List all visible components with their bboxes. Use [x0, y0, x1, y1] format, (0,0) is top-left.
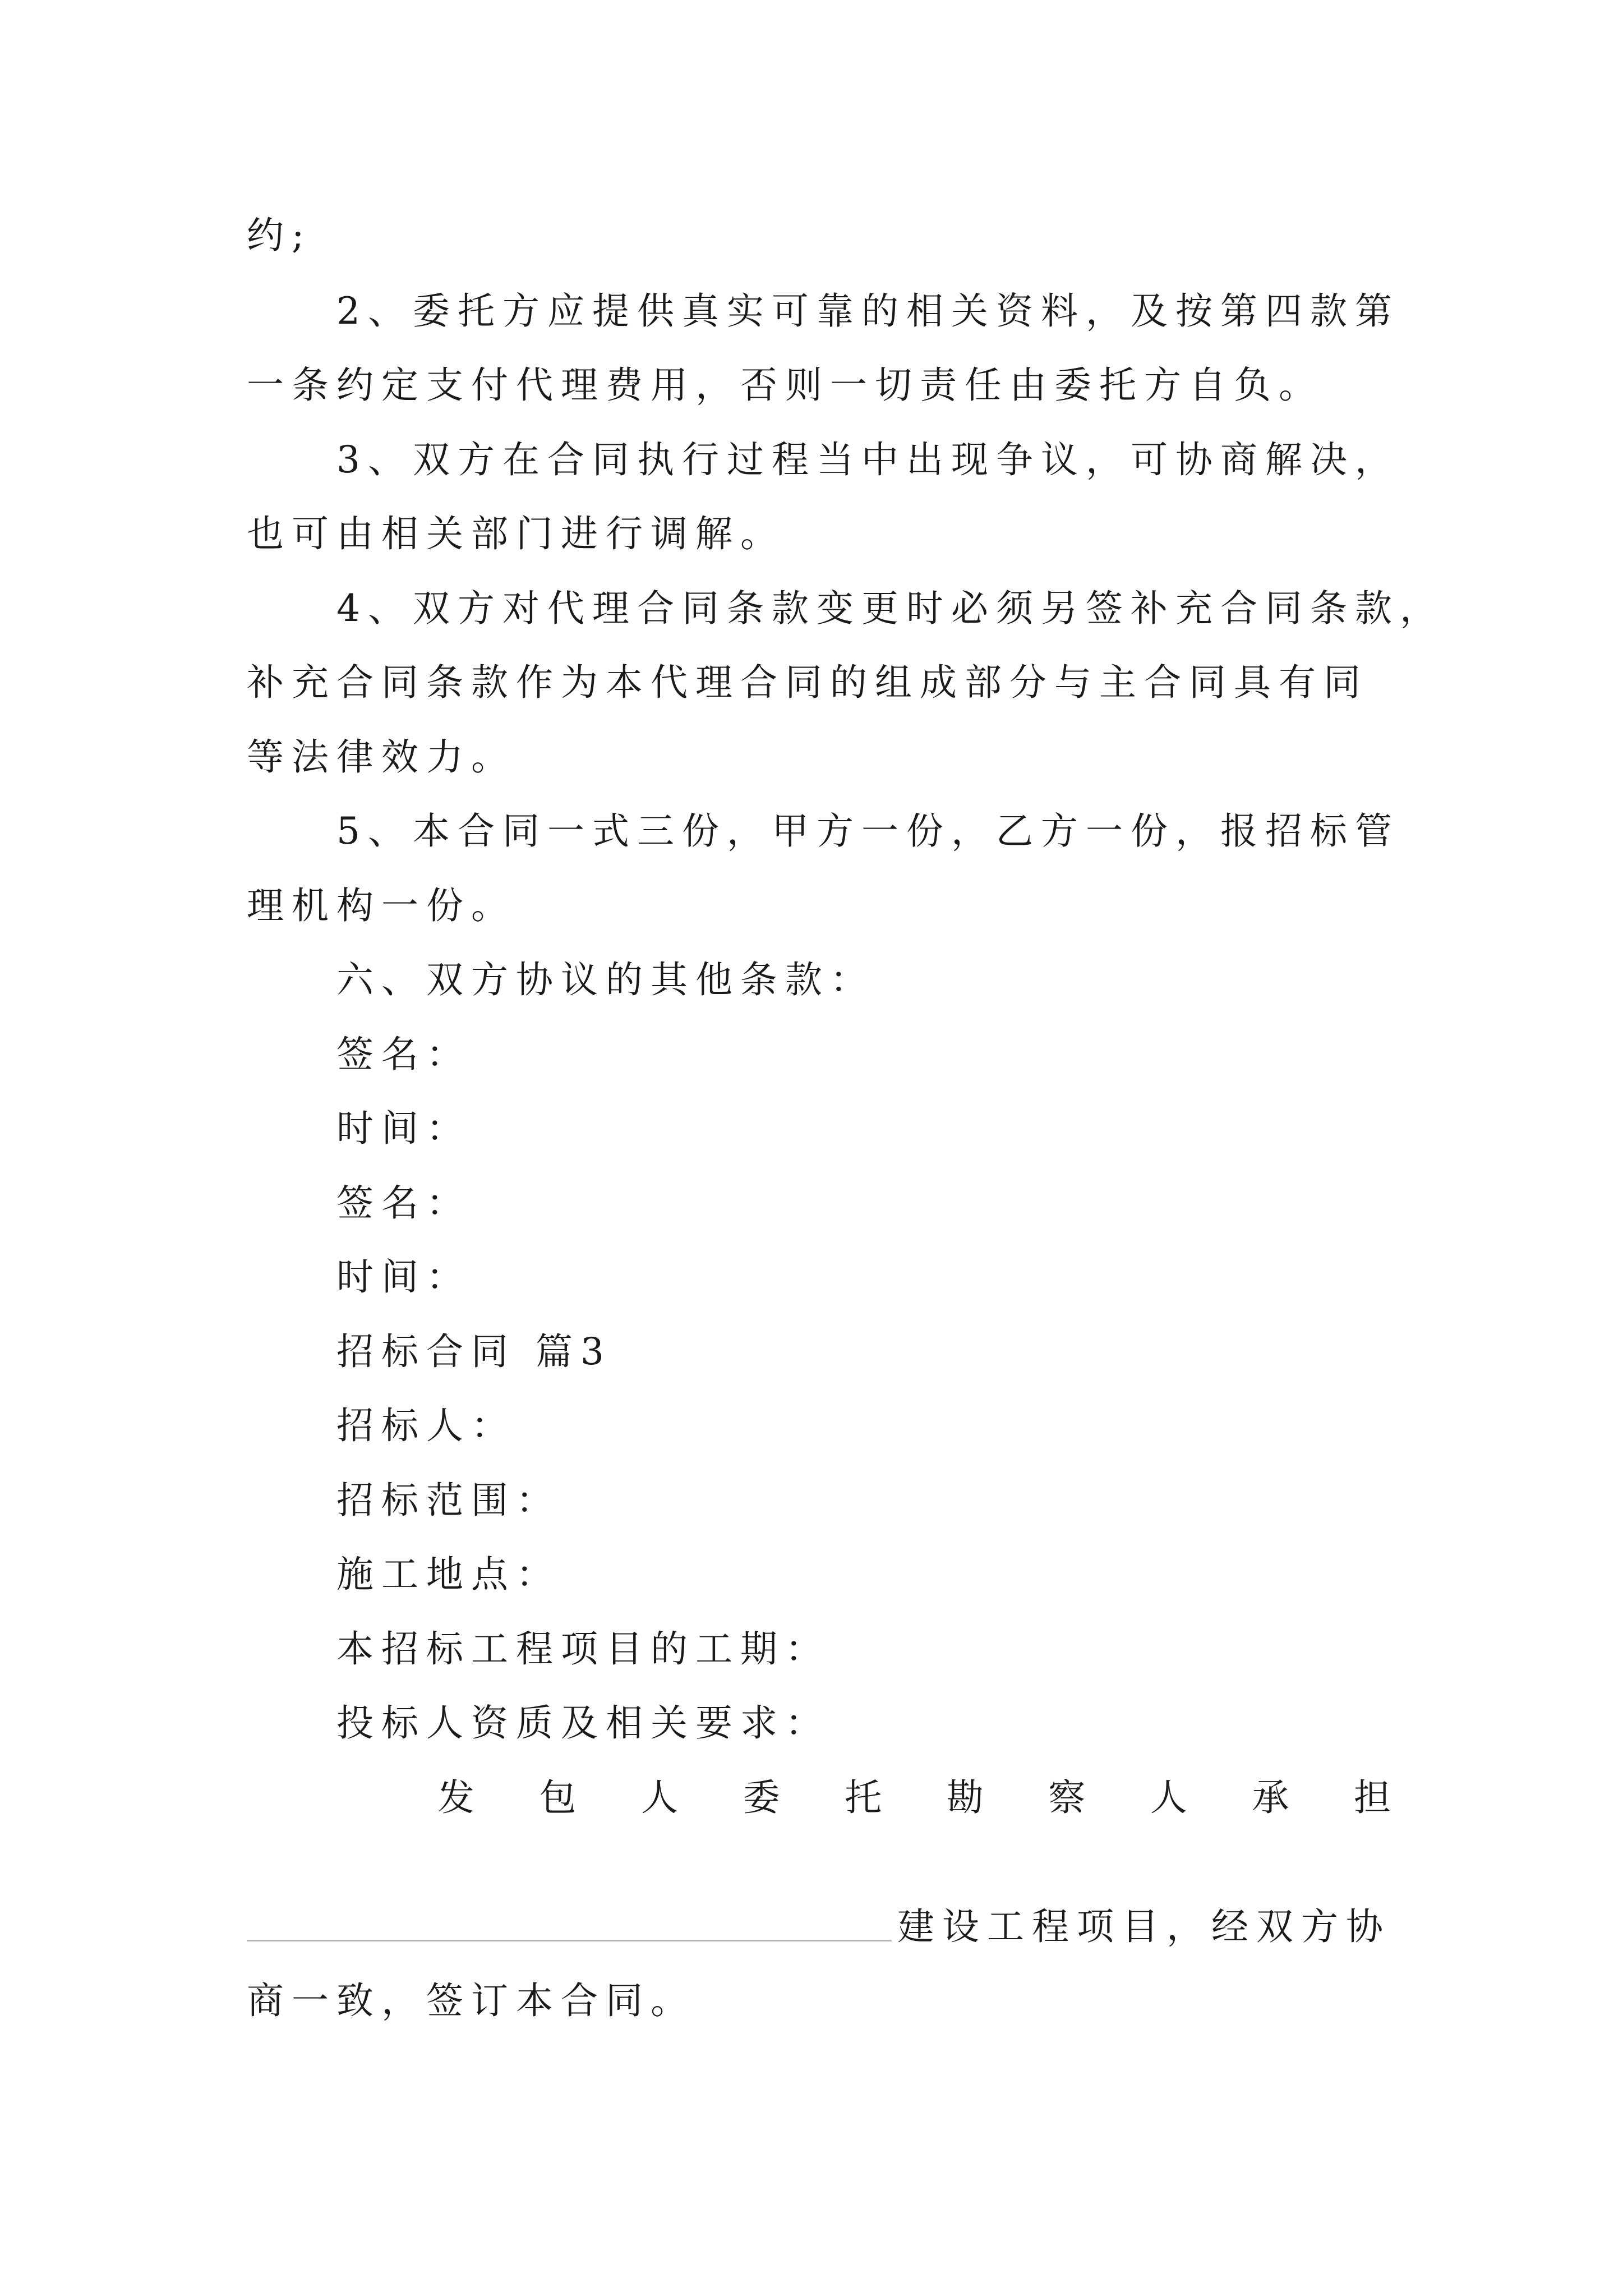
- text-line-3: 一条约定支付代理费用，否则一切责任由委托方自负。: [247, 364, 1324, 407]
- text-line-8: 等法律效力。: [247, 735, 516, 779]
- text-line-5: 也可由相关部门进行调解。: [247, 512, 785, 555]
- spaced-char: 发: [437, 1776, 474, 1819]
- time-label-1: 时间：: [336, 1107, 471, 1150]
- contract-section-title: 招标合同 篇3: [336, 1330, 612, 1373]
- text-line-7: 补充合同条款作为本代理合同的组成部分与主合同具有同: [247, 661, 1368, 704]
- bidder-qualification-label: 投标人资质及相关要求：: [336, 1701, 830, 1745]
- tenderer-label: 招标人：: [336, 1404, 516, 1447]
- spaced-char: 人: [641, 1776, 679, 1819]
- spaced-char: 承: [1252, 1776, 1289, 1819]
- spaced-char: 托: [845, 1776, 882, 1819]
- tender-scope-label: 招标范围：: [336, 1479, 561, 1522]
- project-duration-label: 本招标工程项目的工期：: [336, 1627, 830, 1671]
- spaced-char: 担: [1353, 1776, 1391, 1819]
- text-line-10: 理机构一份。: [247, 884, 516, 927]
- spaced-char: 人: [1150, 1776, 1187, 1819]
- signature-label-2: 签名：: [336, 1181, 471, 1225]
- time-label-2: 时间：: [336, 1255, 471, 1299]
- fill-in-blank: [247, 1940, 892, 1941]
- text-line-2: 2、委托方应提供真实可靠的相关资料，及按第四款第: [336, 289, 1400, 333]
- text-line-6: 4、双方对代理合同条款变更时必须另签补充合同条款，: [336, 587, 1445, 630]
- spaced-char: 包: [539, 1776, 577, 1819]
- fill-in-line-tail: 建设工程项目，经双方协: [897, 1905, 1391, 1948]
- spaced-text-line: [437, 1767, 1391, 1829]
- text-line-final: 商一致，签订本合同。: [247, 1979, 695, 2022]
- text-line-9: 5、本合同一式三份，甲方一份，乙方一份，报招标管: [336, 809, 1400, 853]
- spaced-char: 勘: [946, 1776, 984, 1819]
- section-six-heading: 六、双方协议的其他条款：: [336, 958, 875, 1001]
- signature-label-1: 签名：: [336, 1033, 471, 1076]
- spaced-char: 察: [1048, 1776, 1086, 1819]
- text-line-1: 约;: [247, 214, 312, 257]
- fill-in-line-row: [247, 1896, 1391, 1958]
- text-line-4: 3、双方在合同执行过程当中出现争议，可协商解决，: [336, 438, 1400, 481]
- spaced-char: 委: [743, 1776, 780, 1819]
- site-location-label: 施工地点：: [336, 1553, 561, 1596]
